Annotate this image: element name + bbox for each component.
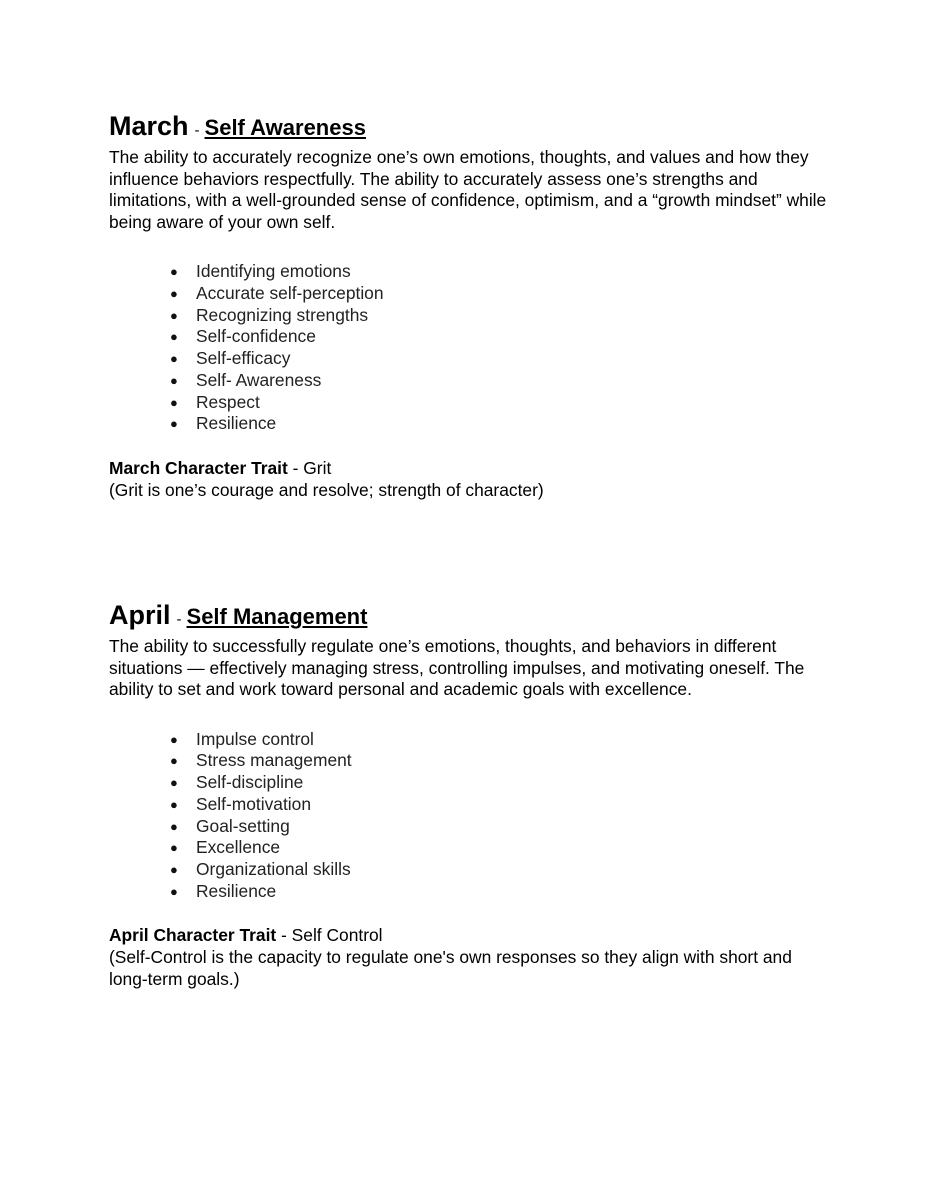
character-trait	[109, 458, 829, 480]
bullet-icon: ●	[170, 286, 178, 302]
trait-description: (Self-Control is the capacity to regulate one's own responses so they align with short and long-term goals.)	[109, 947, 792, 989]
bullet-icon: ●	[170, 307, 178, 323]
list-item: ● Self-efficacy	[170, 348, 291, 369]
list-item: ● Self-discipline	[170, 772, 304, 793]
trait-description: (Grit is one’s courage and resolve; strength of character)	[109, 479, 544, 500]
bullet-icon: ●	[170, 883, 178, 899]
topic-title: Self Management	[186, 604, 368, 629]
bullet-icon: ●	[170, 753, 178, 769]
list-item: ● Recognizing strengths	[170, 304, 369, 325]
list-item: ● Stress management	[170, 750, 352, 771]
topic-title: Self Awareness	[204, 115, 366, 140]
list-item: ● Respect	[170, 391, 260, 412]
bullet-icon: ●	[170, 796, 178, 812]
section-april	[109, 599, 829, 990]
list-item: ● Self-motivation	[170, 793, 312, 814]
month-label: April	[109, 600, 171, 630]
trait-label: March Character Trait	[109, 458, 288, 478]
bullet-icon: ●	[170, 731, 178, 747]
section-description: The ability to accurately recognize one’s own emotions, thoughts, and values and how they influence behaviors respectfully. The ability to accurately assess one’s strengths and limitations, with a well-grounded sense of confidence, optimism, and a “growth mindset” while being aware of your own self.	[109, 147, 827, 232]
list-item: ● Identifying emotions	[170, 261, 351, 282]
list-item: ● Impulse control	[170, 728, 314, 749]
heading-separator: -	[176, 611, 182, 628]
skills-list	[109, 261, 829, 435]
section-description: The ability to successfully regulate one’s emotions, thoughts, and behaviors in different situations — effectively managing stress, controlling impulses, and motivating oneself. The ability to set and work toward personal and academic goals with excellence.	[109, 636, 805, 700]
list-item: ● Resilience	[170, 413, 277, 434]
bullet-icon: ●	[170, 372, 178, 388]
list-item: ● Self- Awareness	[170, 369, 322, 390]
section-march	[109, 110, 829, 501]
bullet-icon: ●	[170, 394, 178, 410]
heading-separator: -	[194, 122, 200, 139]
skills-list	[109, 729, 829, 903]
trait-separator: -	[287, 458, 304, 478]
bullet-icon: ●	[170, 775, 178, 791]
list-item: ● Self-confidence	[170, 326, 316, 347]
bullet-icon: ●	[170, 264, 178, 280]
month-label: March	[109, 111, 189, 141]
bullet-icon: ●	[170, 840, 178, 856]
bullet-icon: ●	[170, 416, 178, 432]
section-heading	[109, 110, 829, 147]
bullet-icon: ●	[170, 818, 178, 834]
list-item: ● Accurate self-perception	[170, 283, 384, 304]
list-item: ● Goal-setting	[170, 815, 290, 836]
character-trait	[109, 925, 829, 947]
bullet-icon: ●	[170, 862, 178, 877]
trait-value: Grit	[303, 458, 332, 478]
list-item: ● Excellence	[170, 837, 281, 858]
trait-value: Self Control	[291, 925, 383, 946]
trait-separator: -	[276, 925, 292, 946]
bullet-icon: ●	[170, 329, 178, 345]
bullet-icon: ●	[170, 351, 178, 367]
trait-label: April Character Trait	[109, 925, 277, 946]
section-heading	[109, 599, 829, 636]
list-item: ● Organizational skills	[170, 859, 351, 879]
list-item: ● Resilience	[170, 880, 277, 901]
